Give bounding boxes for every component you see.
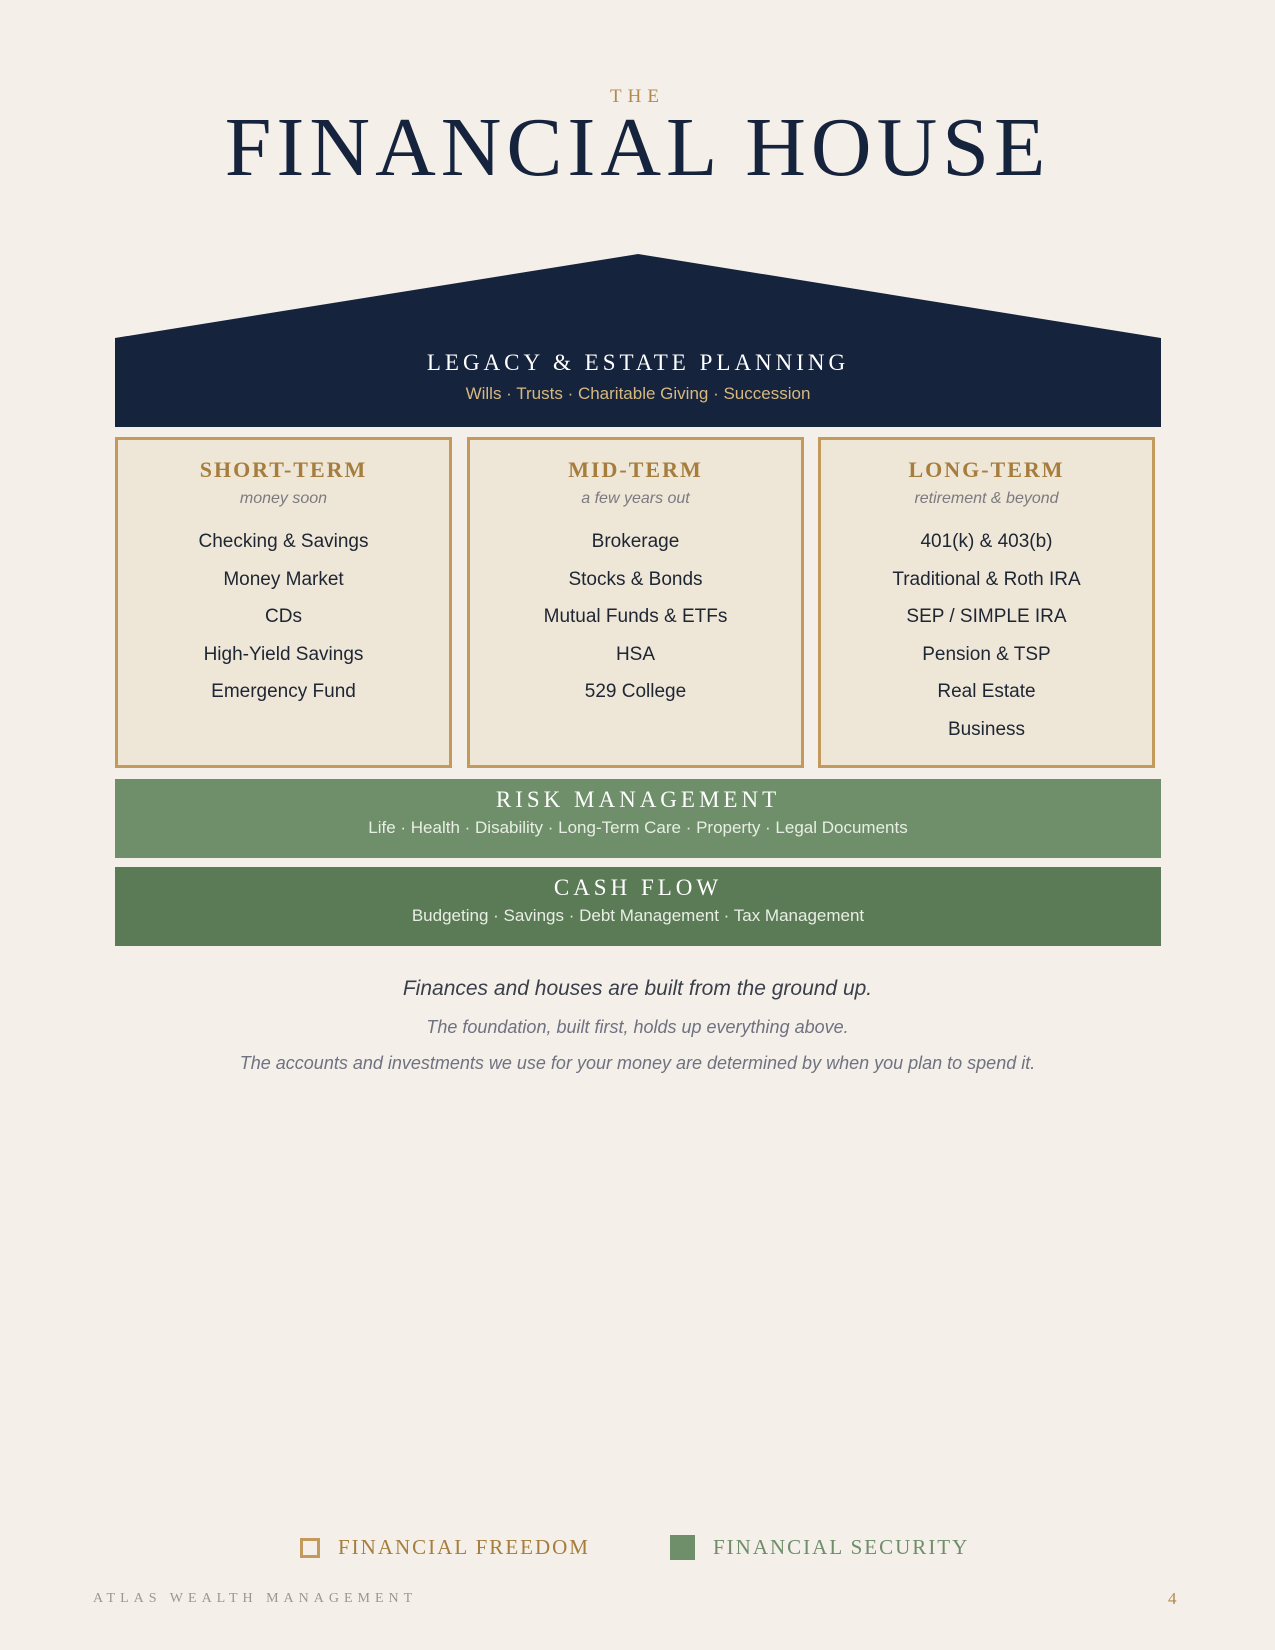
- list-item: Mutual Funds & ETFs: [543, 606, 728, 627]
- legend-filled-swatch: [670, 1535, 695, 1560]
- risk-management-band: [115, 779, 1161, 858]
- list-item: Emergency Fund: [211, 681, 356, 702]
- footer-company: ATLAS WEALTH MANAGEMENT: [93, 1591, 418, 1606]
- mid-term-column: [467, 437, 804, 768]
- list-item: Pension & TSP: [922, 643, 1051, 665]
- mid-term-subtitle: a few years out: [581, 490, 690, 507]
- list-item: High-Yield Savings: [203, 643, 364, 665]
- list-item: 529 College: [584, 681, 687, 702]
- list-item: SEP / SIMPLE IRA: [906, 606, 1067, 627]
- list-item: CDs: [265, 606, 302, 627]
- short-term-title: SHORT-TERM: [199, 457, 368, 482]
- legend-outline-swatch: [300, 1538, 320, 1558]
- list-item: Brokerage: [591, 531, 680, 552]
- legend-financial-security: [670, 1535, 969, 1560]
- long-term-title: LONG-TERM: [908, 457, 1065, 482]
- list-item: Traditional & Roth IRA: [892, 568, 1081, 590]
- short-term-column: [115, 437, 452, 768]
- legend-security-label: FINANCIAL SECURITY: [713, 1535, 970, 1559]
- long-term-list: [821, 523, 1152, 748]
- risk-subtitle: Life · Health · Disability · Long-Term Care · Property · Legal Documents: [368, 818, 908, 837]
- cash-flow-band: [115, 867, 1161, 946]
- list-item: Stocks & Bonds: [568, 568, 703, 590]
- legacy-estate-planning-band: [115, 338, 1161, 427]
- cashflow-title: CASH FLOW: [553, 875, 723, 900]
- legacy-subtitle: Wills · Trusts · Charitable Giving · Succession: [465, 384, 811, 403]
- risk-title: RISK MANAGEMENT: [495, 787, 781, 812]
- list-item: Business: [947, 718, 1026, 740]
- mid-term-list: [470, 523, 801, 711]
- list-item: Checking & Savings: [198, 531, 369, 552]
- cashflow-subtitle: Budgeting · Savings · Debt Management · Tax Management: [411, 906, 865, 925]
- legend-financial-freedom: [300, 1535, 590, 1560]
- list-item: Money Market: [223, 568, 344, 590]
- note-tertiary: The accounts and investments we use for your money are determined by when you plan to spend it.: [239, 1053, 1036, 1073]
- roof-shape: [115, 254, 1161, 340]
- mid-term-title: MID-TERM: [568, 457, 703, 482]
- page-title: FINANCIAL HOUSE: [224, 101, 1051, 194]
- long-term-column: [818, 437, 1155, 768]
- list-item: Real Estate: [937, 681, 1036, 702]
- short-term-subtitle: money soon: [239, 490, 328, 507]
- short-term-list: [118, 523, 449, 711]
- long-term-subtitle: retirement & beyond: [914, 490, 1059, 507]
- legacy-title: LEGACY & ESTATE PLANNING: [426, 350, 850, 375]
- title-eyebrow: THE: [610, 86, 665, 107]
- list-item: HSA: [615, 643, 656, 665]
- legend-freedom-label: FINANCIAL FREEDOM: [338, 1535, 590, 1559]
- page-number: 4: [1168, 1589, 1177, 1608]
- note-secondary: The foundation, built first, holds up everything above.: [426, 1017, 849, 1037]
- list-item: 401(k) & 403(b): [920, 531, 1053, 552]
- note-primary: Finances and houses are built from the ground up.: [402, 977, 873, 1000]
